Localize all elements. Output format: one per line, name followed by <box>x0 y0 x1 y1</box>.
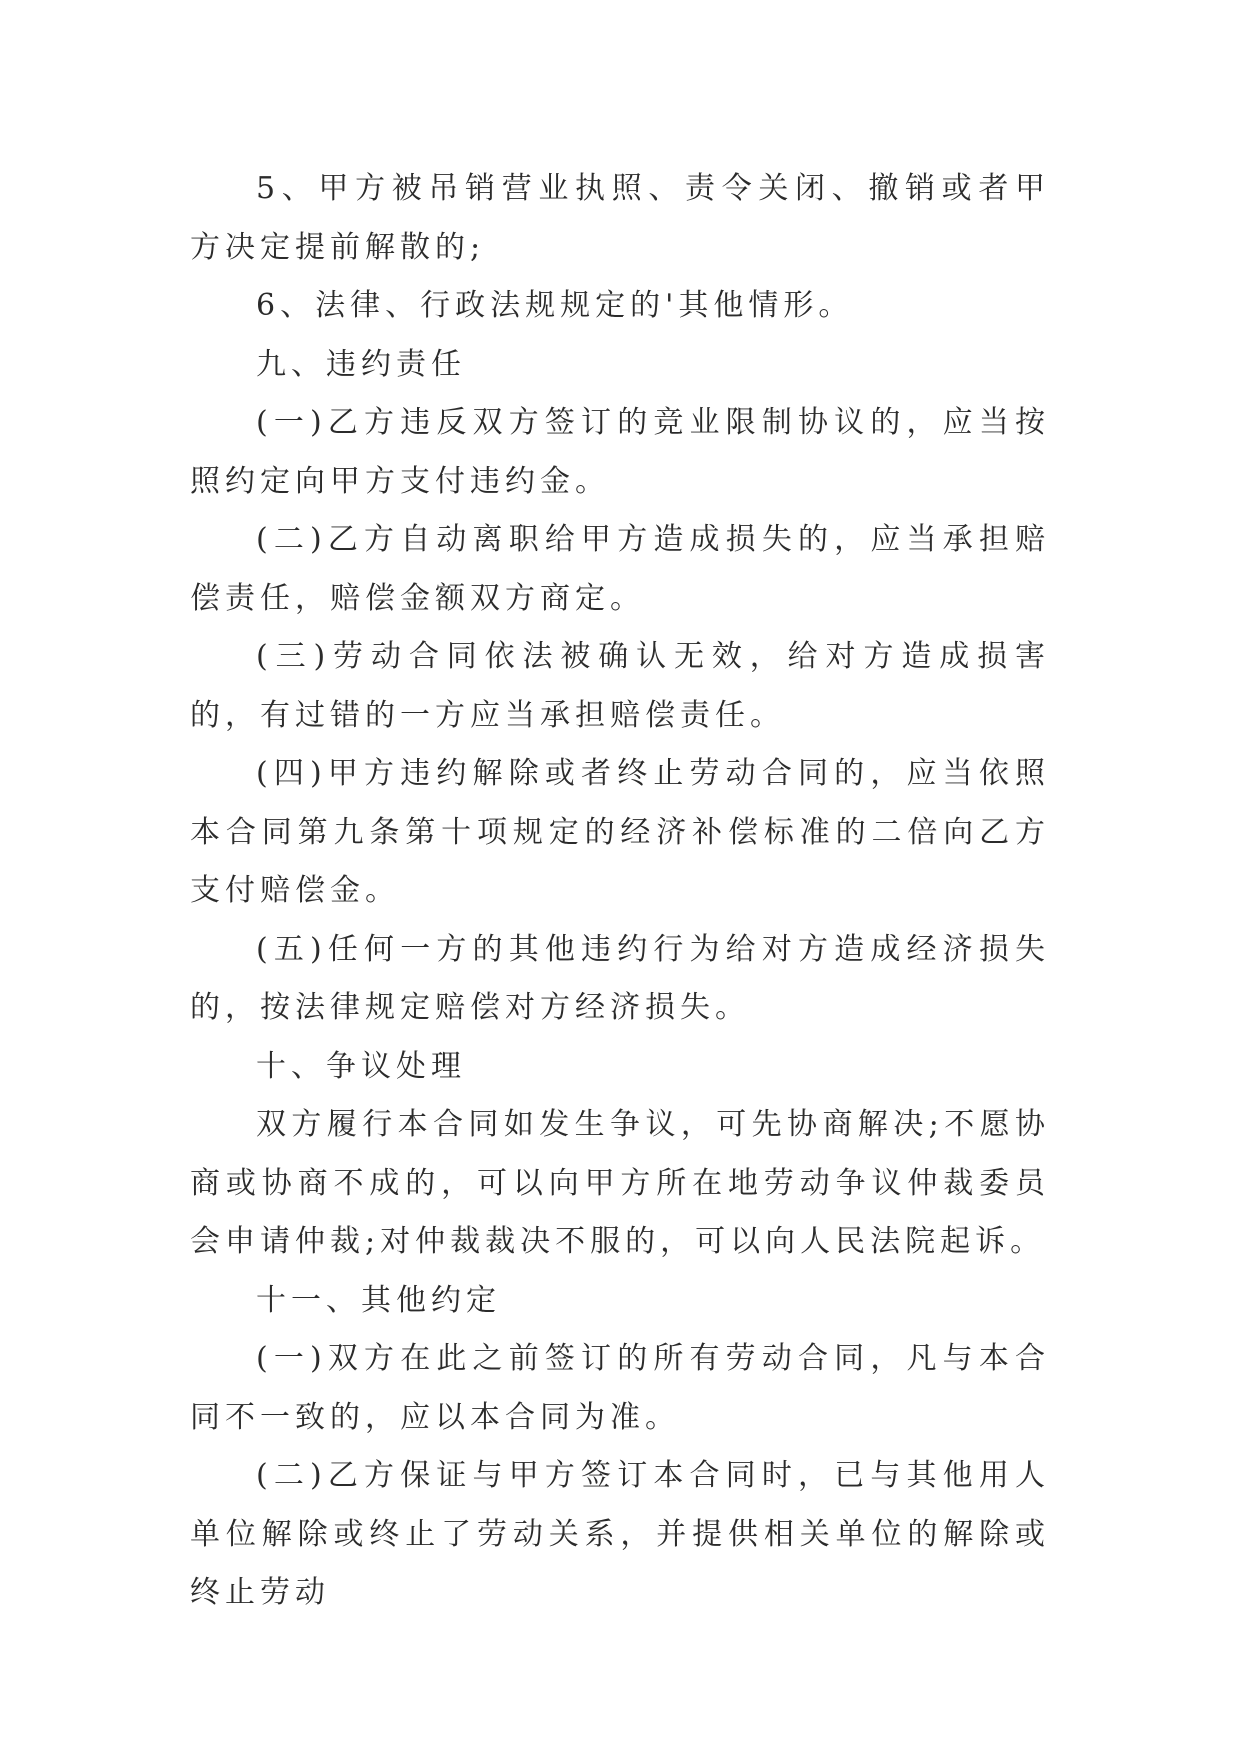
paragraph-breach-3: (三)劳动合同依法被确认无效，给对方造成损害的，有过错的一方应当承担赔偿责任。 <box>190 639 1050 733</box>
paragraph-clause-6: 6、法律、行政法规规定的'其他情形。 <box>256 288 854 323</box>
paragraph-breach-2: (二)乙方自动离职给甲方造成损失的，应当承担赔偿责任，赔偿金额双方商定。 <box>190 522 1050 616</box>
paragraph-other-1: (一)双方在此之前签订的所有劳动合同，凡与本合同不一致的，应以本合同为准。 <box>190 1341 1050 1435</box>
section-heading-other-agreements: 十一、其他约定 <box>256 1282 501 1318</box>
section-heading-dispute-resolution: 十、争议处理 <box>256 1048 466 1084</box>
paragraph-other-2: (二)乙方保证与甲方签订本合同时，已与其他用人单位解除或终止了劳动关系，并提供相关单位的解除或终止劳动 <box>190 1458 1050 1610</box>
paragraph-breach-5: (五)任何一方的其他违约行为给对方造成经济损失的，按法律规定赔偿对方经济损失。 <box>190 931 1050 1025</box>
paragraph-breach-4: (四)甲方违约解除或者终止劳动合同的，应当依照本合同第九条第十项规定的经济补偿标准的二倍向乙方支付赔偿金。 <box>190 756 1050 908</box>
document-body <box>190 160 1050 1623</box>
paragraph-dispute: 双方履行本合同如发生争议，可先协商解决;不愿协商或协商不成的，可以向甲方所在地劳动争议仲裁委员会申请仲裁;对仲裁裁决不服的，可以向人民法院起诉。 <box>190 1107 1050 1259</box>
section-heading-breach-liability: 九、违约责任 <box>256 346 466 382</box>
paragraph-breach-1: (一)乙方违反双方签订的竞业限制协议的，应当按照约定向甲方支付违约金。 <box>190 405 1050 499</box>
paragraph-clause-5: 5、甲方被吊销营业执照、责令关闭、撤销或者甲方决定提前解散的; <box>190 171 1050 265</box>
